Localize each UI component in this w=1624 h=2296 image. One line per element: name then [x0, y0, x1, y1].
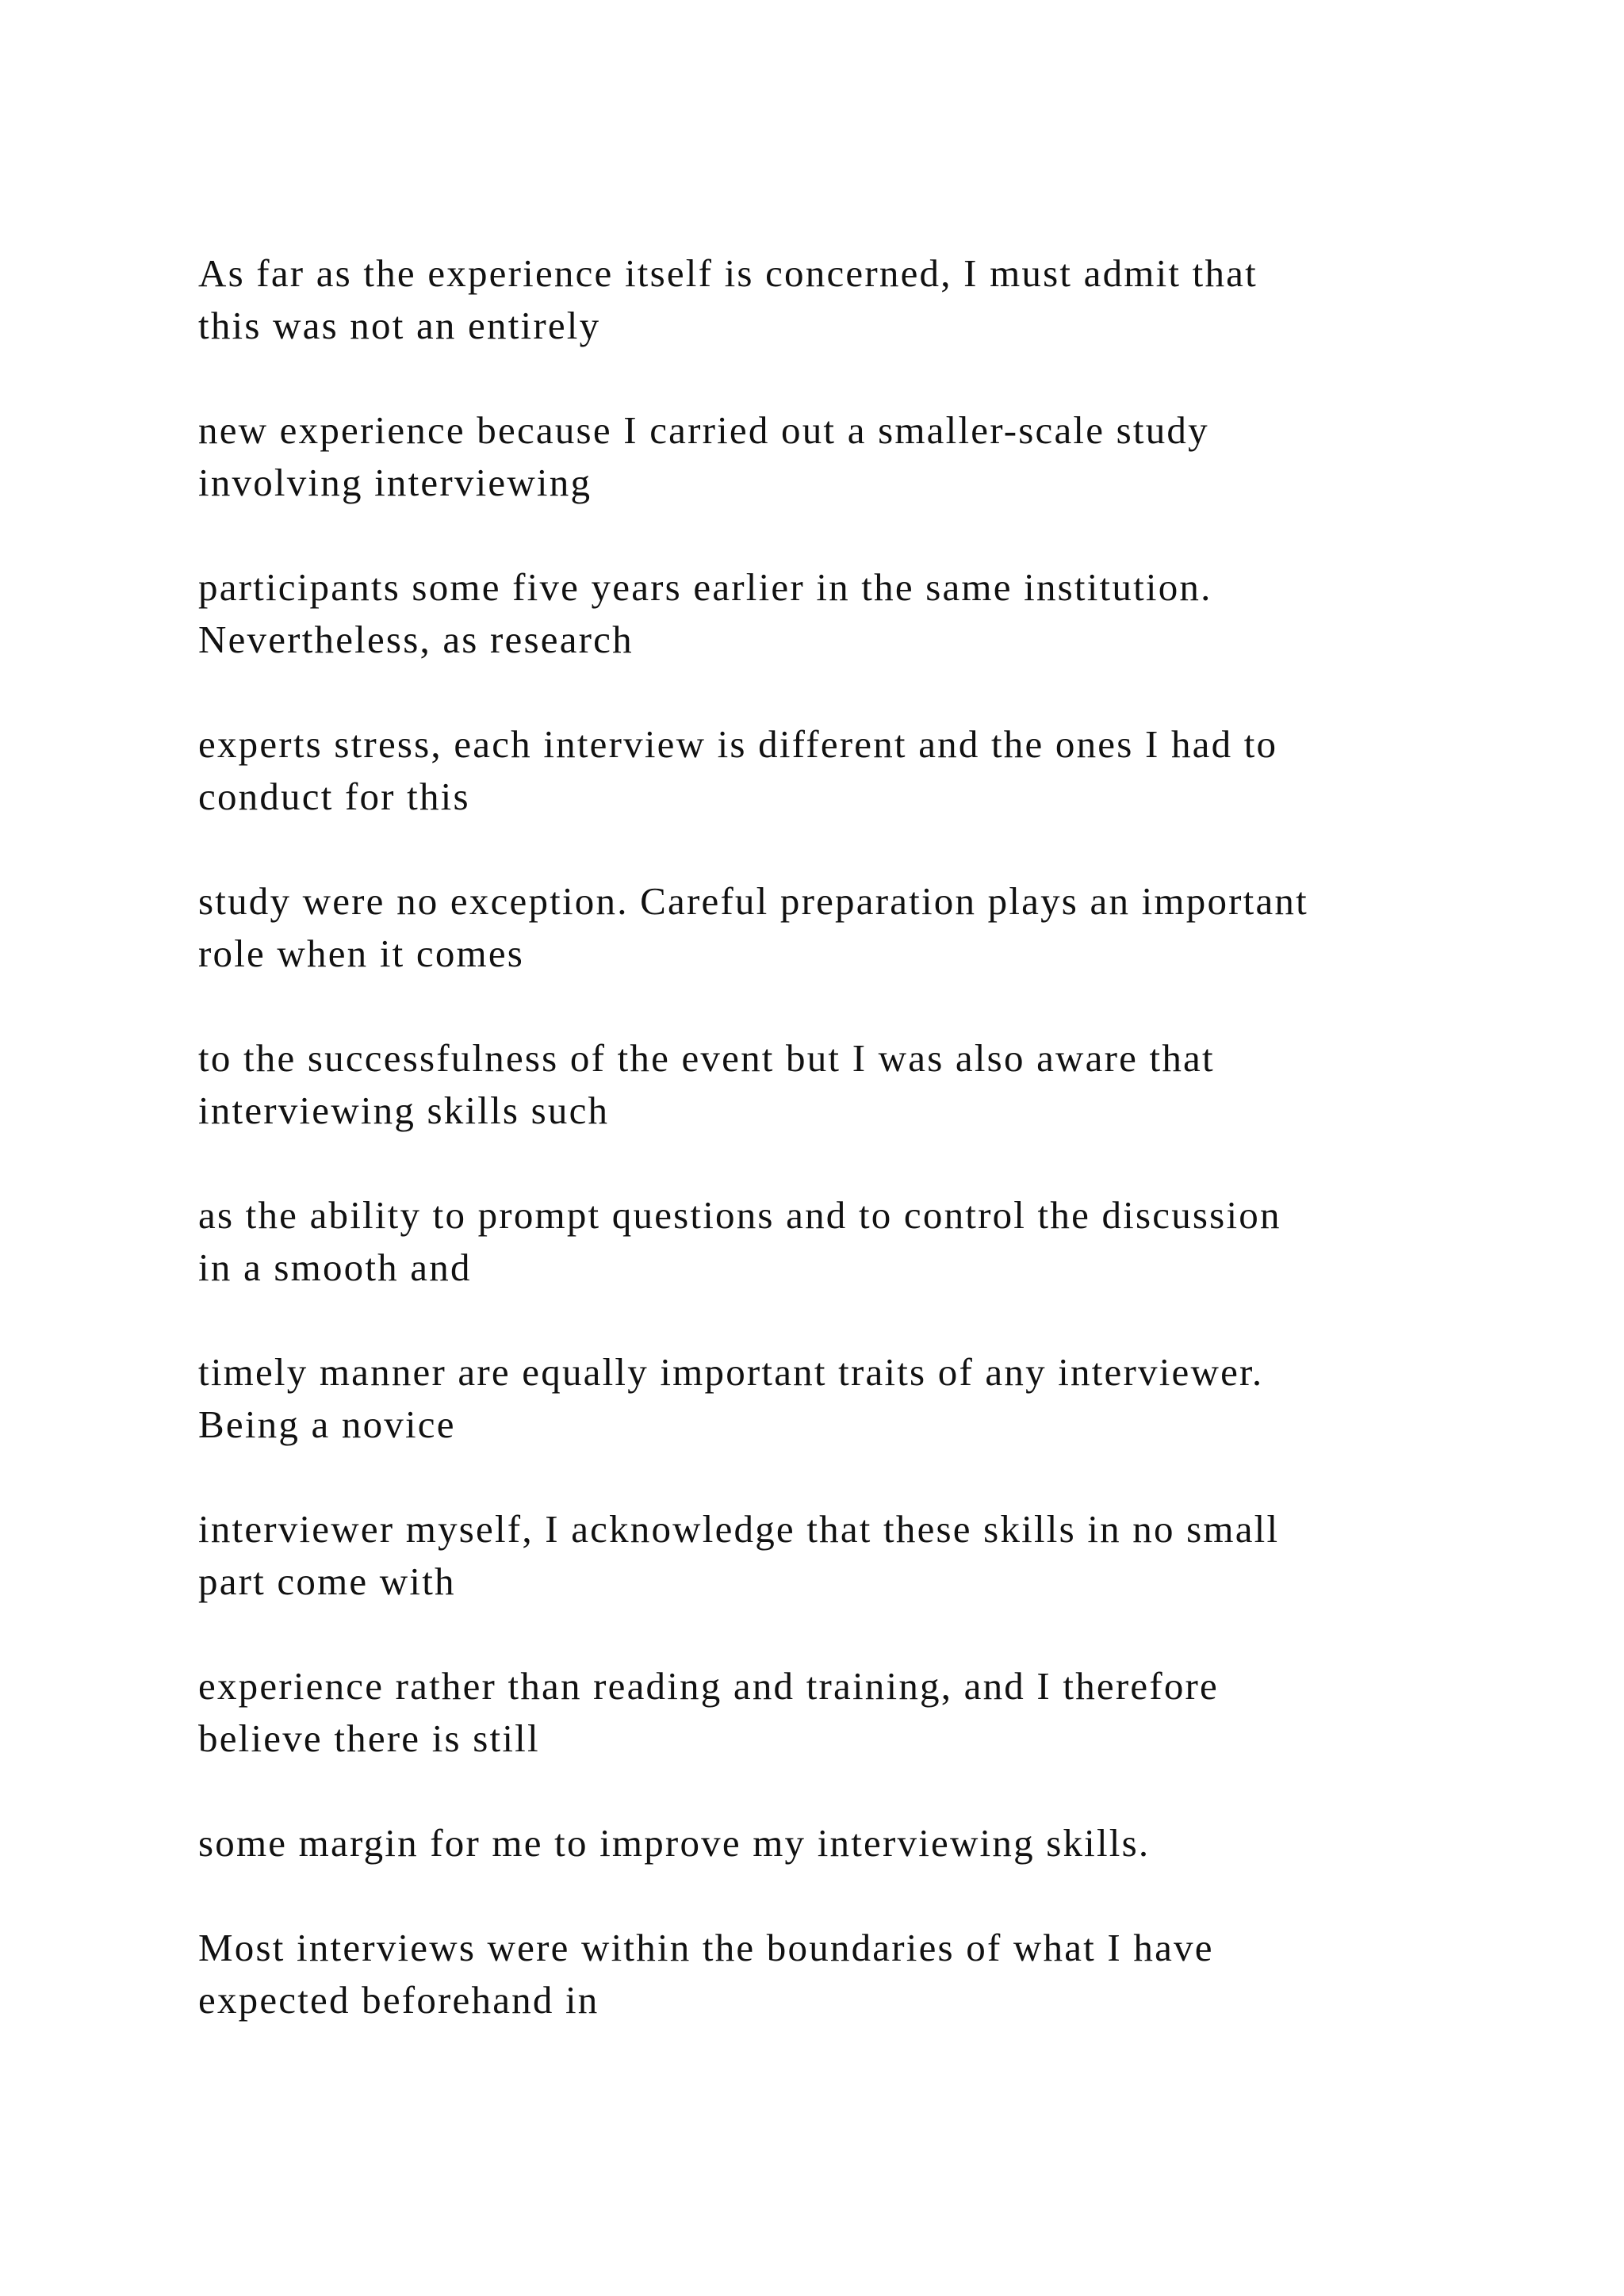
paragraph-4: experts stress, each interview is different and the ones I had to conduct for this — [198, 722, 1278, 818]
paragraph-9: interviewer myself, I acknowledge that these skills in no small part come with — [198, 1507, 1280, 1603]
paragraph-12: Most interviews were within the boundaries of what I have expected beforehand in — [198, 1926, 1214, 2022]
paragraph-1: As far as the experience itself is concerned, I must admit that this was not an entirely — [198, 251, 1258, 347]
paragraph-2: new experience because I carried out a smaller-scale study involving interviewing — [198, 408, 1209, 504]
paragraph-3: participants some five years earlier in the same institution. Nevertheless, as research — [198, 565, 1212, 661]
paragraph-10: experience rather than reading and training, and I therefore believe there is still — [198, 1664, 1219, 1760]
document-body — [198, 247, 1499, 2079]
paragraph-7: as the ability to prompt questions and to control the discussion in a smooth and — [198, 1193, 1281, 1289]
paragraph-11: some margin for me to improve my interviewing skills. — [198, 1821, 1151, 1865]
paragraph-8: timely manner are equally important traits of any interviewer. Being a novice — [198, 1350, 1264, 1446]
paragraph-5: study were no exception. Careful preparation plays an important role when it comes — [198, 879, 1308, 975]
paragraph-6: to the successfulness of the event but I was also aware that interviewing skills such — [198, 1036, 1215, 1132]
